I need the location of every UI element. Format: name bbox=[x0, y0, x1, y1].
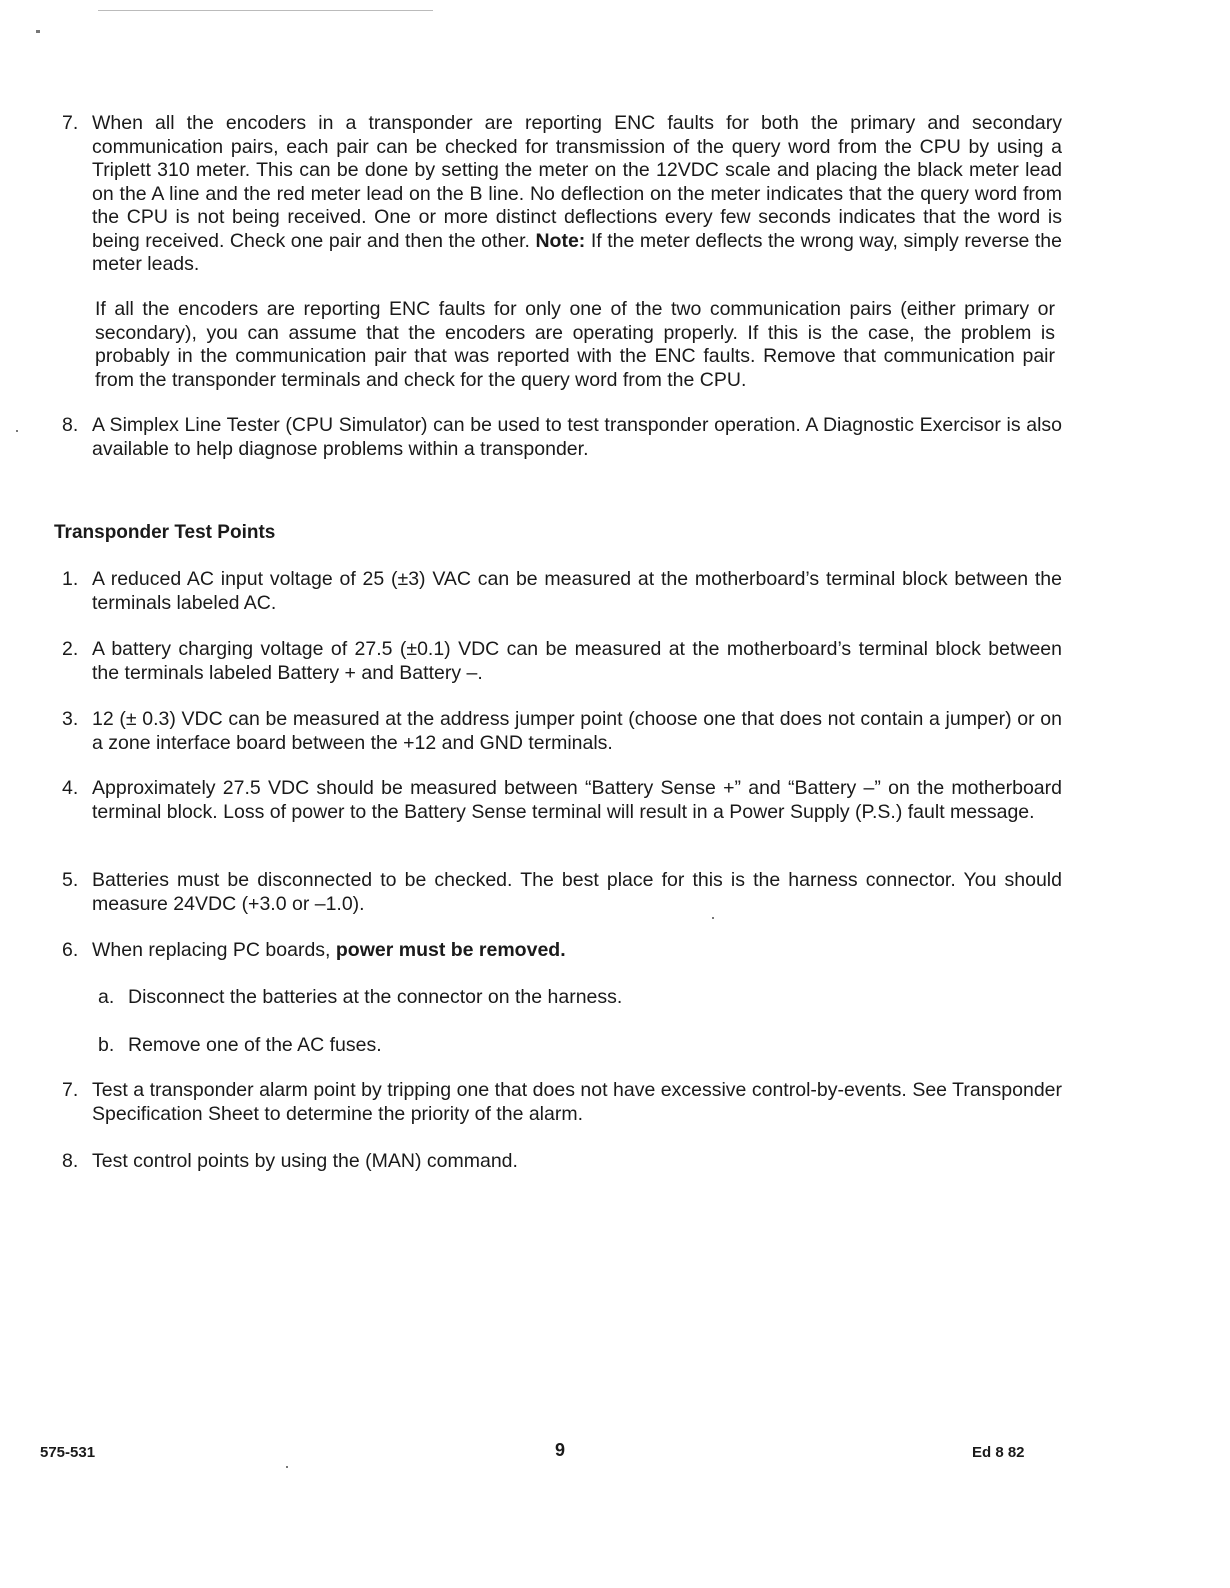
item-number: 2. bbox=[62, 638, 79, 660]
section-heading: Transponder Test Points bbox=[54, 522, 276, 543]
item-number: 3. bbox=[62, 708, 79, 730]
scan-artifact-dot bbox=[16, 430, 18, 432]
footer-page-number: 9 bbox=[555, 1440, 566, 1460]
scan-artifact-dot bbox=[286, 1466, 288, 1468]
scan-artifact-top bbox=[98, 10, 433, 11]
item-number: 1. bbox=[62, 568, 79, 590]
item-text: When replacing PC boards, power must be removed. bbox=[92, 939, 566, 961]
scan-artifact-dot bbox=[712, 917, 714, 919]
item-text: 12 (± 0.3) VDC can be measured at the address jumper point (choose one that does not contain a jumper) or on a zone interface board between the +12 and GND terminals. bbox=[92, 708, 1062, 754]
item-number: 7. bbox=[62, 1079, 79, 1101]
item-number: 6. bbox=[62, 939, 79, 961]
test-point-2 bbox=[62, 638, 1062, 685]
item-text: Batteries must be disconnected to be checked. The best place for this is the harness connector. You should measure 24VDC (+3.0 or –1.0). bbox=[92, 869, 1062, 915]
footer-document-number: 575-531 bbox=[40, 1444, 96, 1461]
sub-item-letter: a. bbox=[98, 986, 115, 1008]
item-text: Test a transponder alarm point by tripping one that does not have excessive control-by-events. See Transponder Specification Sheet to determine the priority of the alarm. bbox=[92, 1079, 1062, 1125]
item-text: When all the encoders in a transponder are reporting ENC faults for both the primary and secondary communication pairs, each pair can be checked for transmission of the query word from the CPU by using a Triplett 310 meter. This can be done by setting the meter on the 12VDC scale and placing the black meter lead on the A line and the red meter lead on the B line. No deflection on the meter indicates that the query word from the CPU is not being received. One or more distinct deflections every few seconds indicates that the word is being received. Check one pair and then the other. Note: If the meter deflects the wrong way, simply reverse the meter leads. bbox=[92, 112, 1062, 275]
scan-artifact-mark bbox=[36, 30, 40, 33]
test-point-4 bbox=[62, 777, 1062, 824]
footer-edition: Ed 8 82 bbox=[972, 1444, 1025, 1461]
test-point-6 bbox=[62, 939, 1062, 963]
note-text: If the meter deflects the wrong way, simply reverse the meter leads. bbox=[92, 229, 1062, 275]
item-text: A battery charging voltage of 27.5 (±0.1) VDC can be measured at the motherboard’s terminal block between the terminals labeled Battery + and Battery –. bbox=[92, 638, 1062, 684]
item-number: 7. bbox=[62, 112, 79, 134]
item-text: Test control points by using the (MAN) command. bbox=[92, 1150, 518, 1172]
test-point-1 bbox=[62, 568, 1062, 615]
sub-item-text: Remove one of the AC fuses. bbox=[128, 1034, 382, 1056]
sub-item-letter: b. bbox=[98, 1034, 115, 1056]
warning-bold: power must be removed. bbox=[335, 939, 566, 961]
item-text: A reduced AC input voltage of 25 (±3) VAC can be measured at the motherboard’s terminal block between the terminals labeled AC. bbox=[92, 568, 1062, 614]
item-text: Approximately 27.5 VDC should be measured between “Battery Sense +” and “Battery –” on the motherboard terminal block. Loss of power to the Battery Sense terminal will result in a Power Supply (P.S.) fault message. bbox=[92, 777, 1062, 823]
sub-item-a bbox=[98, 986, 1058, 1010]
sub-item-b bbox=[98, 1034, 1058, 1058]
paragraph-single-pair-faults: If all the encoders are reporting ENC faults for only one of the two communication pairs (either primary or secondary), you can assume that the encoders are operating properly. If this is the case, the problem is probably in the communication pair that was reported with the ENC faults. Remove that communication pair from the transponder terminals and check for the query word from the CPU. bbox=[95, 298, 1055, 391]
test-point-8 bbox=[62, 1150, 1062, 1174]
item-number: 5. bbox=[62, 869, 79, 891]
test-point-5 bbox=[62, 869, 1062, 916]
item-number: 8. bbox=[62, 414, 79, 436]
item-7 bbox=[62, 112, 1062, 277]
item-8 bbox=[62, 414, 1062, 461]
sub-item-text: Disconnect the batteries at the connector on the harness. bbox=[128, 986, 623, 1008]
item-text: A Simplex Line Tester (CPU Simulator) can be used to test transponder operation. A Diagnostic Exercisor is also available to help diagnose problems within a transponder. bbox=[92, 414, 1062, 460]
item-number: 4. bbox=[62, 777, 79, 799]
note-label: Note: bbox=[535, 229, 586, 252]
item-number: 8. bbox=[62, 1150, 79, 1172]
test-point-7 bbox=[62, 1079, 1062, 1126]
test-point-3 bbox=[62, 708, 1062, 755]
